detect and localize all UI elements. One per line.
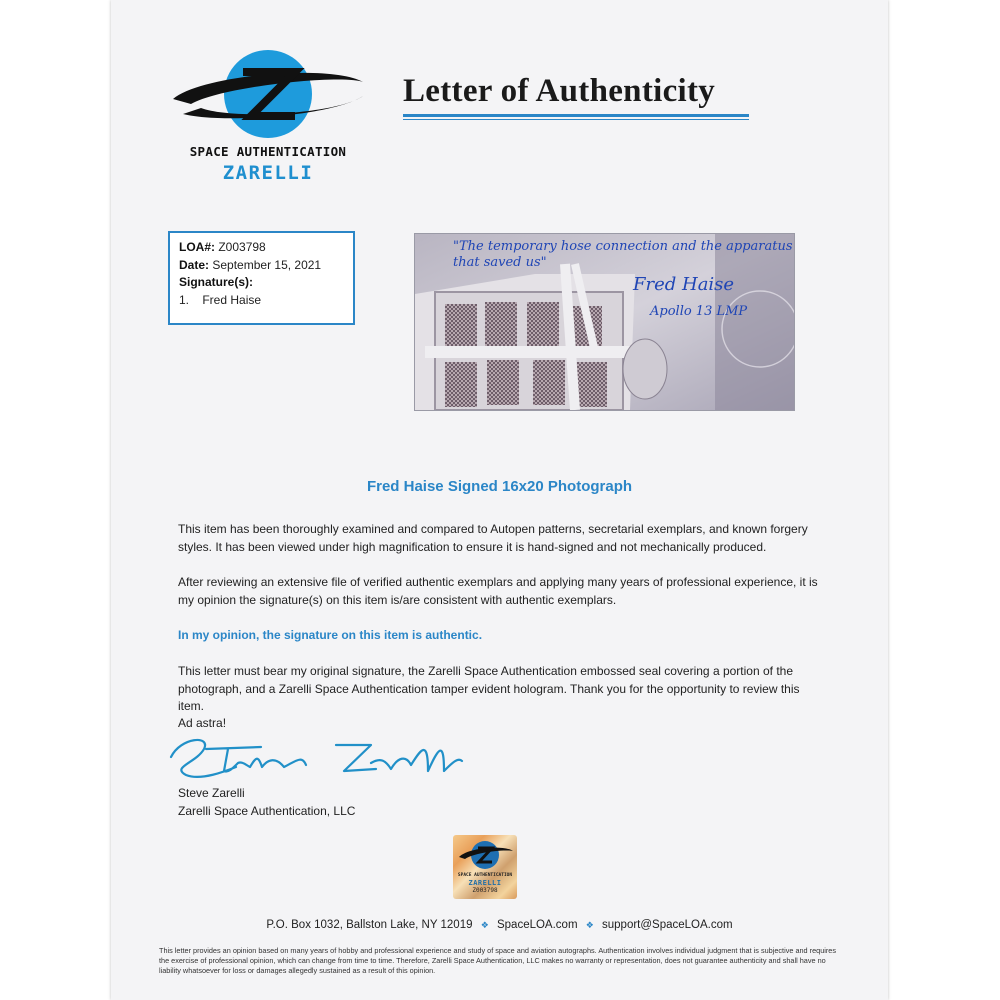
loa-number-row xyxy=(179,239,344,257)
authentic-opinion-statement: In my opinion, the signature on this item is authentic. xyxy=(178,628,483,642)
hologram-line-1: SPACE AUTHENTICATION xyxy=(457,873,513,878)
signer-name: Steve Zarelli xyxy=(178,786,245,800)
photo-inscription: "The temporary hose connection and the apparatus that saved us" xyxy=(453,239,793,270)
item-title: Fred Haise Signed 16x20 Photograph xyxy=(366,478,633,495)
contact-line xyxy=(111,919,888,931)
closing-line: Ad astra! xyxy=(178,716,227,730)
signature-icon xyxy=(166,727,466,787)
hologram-logo-icon xyxy=(453,835,517,875)
logo-line-1: SPACE AUTHENTICATION xyxy=(189,144,347,159)
loa-label: LOA#: xyxy=(179,240,215,254)
requirements-paragraph: This letter must bear my original signature, the Zarelli Space Authentication embossed seal covering a portion of the photograph, and a Zarelli Space Authentication tamper evident hologram. Thank you for the opportunity to review this item. xyxy=(178,664,800,713)
signer-company: Zarelli Space Authentication, LLC xyxy=(178,804,356,818)
opinion-basis-paragraph: After reviewing an extensive file of verified authentic exemplars and applying many years of professional experience, it is my opinion the signature(s) on this item is/are consistent with authentic exemplars. xyxy=(178,575,818,607)
page-title: Letter of Authenticity xyxy=(403,73,716,109)
photo-autograph: Fred Haise xyxy=(633,274,735,295)
letter-sheet xyxy=(111,0,888,1000)
date-value: September 15, 2021 xyxy=(212,257,322,272)
support-email-link[interactable]: support@SpaceLOA.com xyxy=(602,919,733,931)
tamper-evident-hologram xyxy=(453,835,517,899)
loa-info-box xyxy=(168,231,355,325)
legal-disclaimer: This letter provides an opinion based on many years of hobby and professional experience and study of space and aviation autographs. Authentication involves individual judgment that is subjective and requires the exercise of professional opinion, which can change from time to time. Therefore, Zarelli Space Authentication, LLC makes no warranty or representation, does not guarantee authenticity and shall have no liability whatsoever for loss or damages allegedly sustained as a result of this opinion. xyxy=(159,946,837,975)
zarelli-logo xyxy=(163,44,373,194)
signature-list-item: 1. Fred Haise xyxy=(179,292,262,307)
separator-icon: ❖ xyxy=(480,920,489,930)
signatures-label-text: Signature(s): xyxy=(179,275,254,289)
title-underline xyxy=(403,114,749,117)
separator-icon: ❖ xyxy=(585,920,594,930)
signed-photograph xyxy=(414,233,795,411)
handwritten-signature xyxy=(166,727,466,787)
date-label: Date: xyxy=(179,257,210,272)
signatures-label xyxy=(179,274,344,292)
signer-block xyxy=(178,784,355,820)
photo-mission-note: Apollo 13 LMP xyxy=(650,304,748,319)
logo-line-2: ZARELLI xyxy=(222,162,314,184)
loa-value: Z003798 xyxy=(218,240,266,254)
hologram-code: Z003798 xyxy=(472,887,498,894)
title-underline-thin xyxy=(403,119,749,120)
examination-paragraph: This item has been thoroughly examined and compared to Autopen patterns, secretarial exemplars, and known forgery styles. It has been viewed under high magnification to ensure it is hand-signed and not mechanically produced. xyxy=(178,522,808,554)
mailing-address: P.O. Box 1032, Ballston Lake, NY 12019 xyxy=(266,919,473,931)
hologram-line-2: ZARELLI xyxy=(468,879,502,887)
date-row xyxy=(179,257,344,275)
website-link[interactable]: SpaceLOA.com xyxy=(496,919,578,931)
logo-emblem-icon xyxy=(163,44,373,144)
